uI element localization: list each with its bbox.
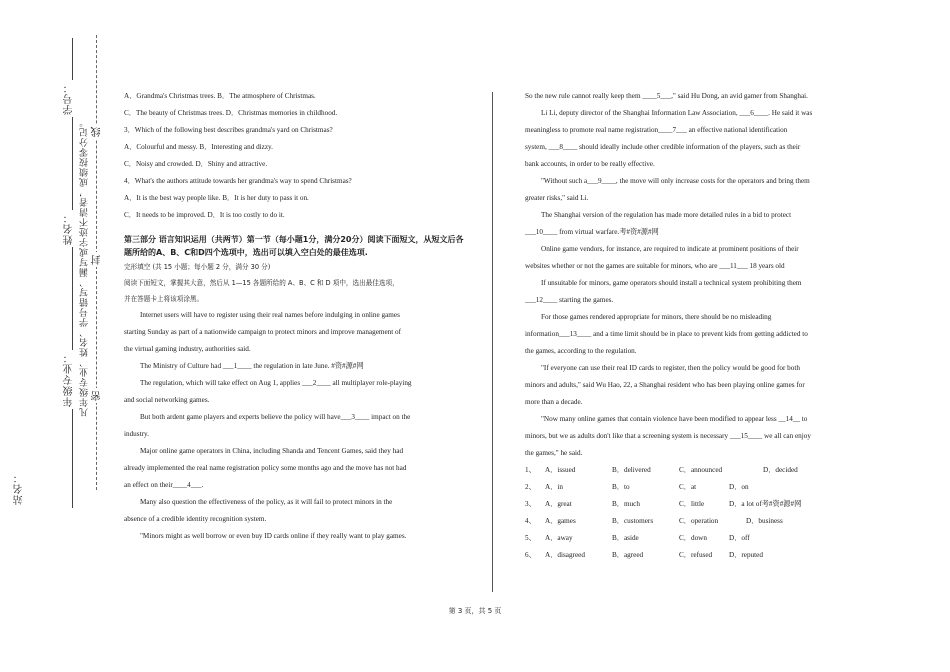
answer-options <box>525 462 865 564</box>
passage-line: already implemented the real name registration policy some months ago and the move has not had <box>124 464 407 472</box>
q4-option-line: C．It needs to be improved. D．It is too costly to do it. <box>124 211 285 219</box>
q2-option-line: A．Grandma's Christmas trees. B．The atmosphere of Christmas. <box>124 92 316 100</box>
option-c: C．operation <box>679 517 719 525</box>
passage-line: websites whether or not the games are suitable for minors, who are ___11___ 18 years old <box>525 262 785 270</box>
q2-option-line: C．The beauty of Christmas trees. D．Christmas memories in childhood. <box>124 109 338 117</box>
answer-row <box>525 496 865 513</box>
answer-row <box>525 513 865 530</box>
passage-line: The Ministry of Culture had ___1____ the regulation in late June. #资#源#网 <box>140 362 364 370</box>
seal-word-secret: 密 <box>92 390 103 401</box>
option-a: A．disagreed <box>545 551 585 559</box>
passage-line: absence of a credible identity recognition system. <box>124 515 267 523</box>
passage-line: greater risks," said Li. <box>525 194 589 202</box>
option-a: A．in <box>545 483 563 491</box>
passage-line: more than a decade. <box>525 398 583 406</box>
question-4: 4．What's the authors attitude towards her grandma's way to spend Christmas? <box>124 177 352 185</box>
passage-line: an effect on their____4___. <box>124 481 204 489</box>
passage-line: Internet users will have to register using their real names before indulging in online games <box>140 311 400 319</box>
passage-line: The regulation, which will take effect on Aug 1, applies ___2____ all multiplayer role-playing <box>140 379 412 387</box>
name-label: 姓名： <box>64 212 75 245</box>
cloze-instruction-cont: 并在答题卡上将该项涂黑。 <box>124 295 204 303</box>
passage-line: industry. <box>124 430 149 438</box>
option-b: B．to <box>612 483 630 491</box>
passage-line: the virtual gaming industry, authorities said. <box>124 345 251 353</box>
passage-line: ___10____ from virtual warfare.考#资#源#网 <box>525 228 659 236</box>
column-divider <box>492 92 493 592</box>
answer-row <box>525 530 865 547</box>
passage-line: bank accounts, in order to be really effective. <box>525 160 655 168</box>
passage-line: "Minors might as well borrow or even buy ID cards online if they really want to play games. <box>140 532 407 540</box>
passage-line: "Now many online games that contain violence have been modified to appear less __14__ to <box>541 415 808 423</box>
passage-line: minors and adults," said Wu Hao, 22, a Shanghai resident who has been playing online games for <box>525 381 805 389</box>
section-3-title: 第三部分 语言知识运用（共两节）第一节（每小题1分，满分20分）阅读下面短文，从短文后各题所给的A、B、C和D四个选项中，选出可以填入空白处的最佳选项. <box>124 235 464 257</box>
option-b: B．much <box>612 500 640 508</box>
option-d: D．business <box>746 517 783 525</box>
q3-option-line: A．Colourful and messy. B．Interesting and dizzy. <box>124 143 273 151</box>
answer-row <box>525 462 865 479</box>
passage-line: Online game vendors, for instance, are required to indicate at prominent positions of their <box>541 245 799 253</box>
option-d: D．off <box>729 534 750 542</box>
passage-line: "If everyone can use their real ID cards to register, then the policy would be good for both <box>541 364 800 372</box>
option-b: B．agreed <box>612 551 644 559</box>
passage-line: and social networking games. <box>124 396 210 404</box>
seal-word-seal: 封 <box>92 254 103 265</box>
q3-option-line: C．Noisy and crowded. D．Shiny and attractive. <box>124 160 268 168</box>
passage-line: "Without such a___9____, the move will only increase costs for the operators and bring them <box>541 177 810 185</box>
passage-line: starting Sunday as part of a nationwide campaign to protect minors and improve management of <box>124 328 402 336</box>
option-d: D．reputed <box>729 551 763 559</box>
passage-line: the games, according to the regulation. <box>525 347 637 355</box>
answer-number: 1、 <box>525 466 536 474</box>
seal-word-line: 线 <box>92 126 103 137</box>
student-id-label: 学号： <box>64 82 75 115</box>
passage-line: ___12____ starting the games. <box>525 296 614 304</box>
right-column <box>525 88 865 564</box>
passage-line: But both ardent game players and experts believe the policy will have___3____ impact on the <box>140 413 411 421</box>
answer-number: 6、 <box>525 551 536 559</box>
passage-line: meaningless to promote real name registration____7___ an effective national identification <box>525 126 788 134</box>
left-column <box>124 88 464 545</box>
option-c: C．at <box>679 483 697 491</box>
option-d: D．decided <box>763 466 798 474</box>
cloze-subtitle: 完形填空 (共 15 小题；每小题 2 分，满分 30 分) <box>124 263 271 271</box>
passage-line: The Shanghai version of the regulation has made more detailed rules in a bid to protect <box>541 211 792 219</box>
site-label: 站名： <box>14 472 25 505</box>
option-d: D．a lot of考#资#源#网 <box>729 500 802 508</box>
cloze-instruction: 阅读下面短文，掌握其大意，然后从 1—15 各题所给的 A、B、C 和 D 项中，选出最佳选项， <box>124 279 399 287</box>
answer-number: 2、 <box>525 483 536 491</box>
option-a: A．great <box>545 500 572 508</box>
answer-number: 3、 <box>525 500 536 508</box>
option-d: D．on <box>729 483 749 491</box>
passage-line: If unsuitable for minors, game operators should install a technical system prohibiting them <box>541 279 802 287</box>
option-a: A．away <box>545 534 573 542</box>
answer-row <box>525 479 865 496</box>
answer-number: 5、 <box>525 534 536 542</box>
q4-option-line: A．It is the best way people like. B．It is her duty to pass it on. <box>124 194 309 202</box>
option-b: B．delivered <box>612 466 651 474</box>
page-footer: 第 3 页，共 5 页 <box>448 607 502 615</box>
margin-instruction: 凡年级专业、姓名、学号错写、漏写或字迹不清者，成绩按零分记。 <box>80 117 90 417</box>
option-c: C．little <box>679 500 705 508</box>
option-a: A．issued <box>545 466 576 474</box>
answer-row <box>525 547 865 564</box>
passage-line: Many also question the effectiveness of the policy, as it will fail to protect minors in the <box>140 498 393 506</box>
option-c: C．announced <box>679 466 723 474</box>
passage-line: Major online game operators in China, including Shanda and Tencent Games, said they had <box>140 447 404 455</box>
passage-left <box>124 307 464 545</box>
passage-line: So the new rule cannot really keep them ____5___," said Hu Dong, an avid gamer from Shanghai. <box>525 92 808 100</box>
option-b: B．aside <box>612 534 639 542</box>
binding-margin <box>14 20 110 580</box>
passage-line: information___13____ and a time limit should be in place to prevent kids from getting addicted to <box>525 330 808 338</box>
grade-major-label: 年级专业： <box>64 352 75 407</box>
passage-line: Li Li, deputy director of the Shanghai Information Law Association, ___6____. He said it was <box>541 109 813 117</box>
option-b: B．customers <box>612 517 654 525</box>
option-c: C．refused <box>679 551 713 559</box>
passage-line: system, ___8____ should ideally include other credible information of the players, such as their <box>525 143 801 151</box>
passage-line: minors, but we as adults don't like that a screening system is necessary ___15____ we all can enjoy <box>525 432 811 440</box>
option-a: A．games <box>545 517 576 525</box>
answer-number: 4、 <box>525 517 536 525</box>
passage-line: the games," he said. <box>525 449 583 457</box>
passage-line: For those games rendered appropriate for minors, there should be no misleading <box>541 313 772 321</box>
option-c: C．down <box>679 534 707 542</box>
question-3: 3．Which of the following best describes grandma's yard on Christmas? <box>124 126 333 134</box>
